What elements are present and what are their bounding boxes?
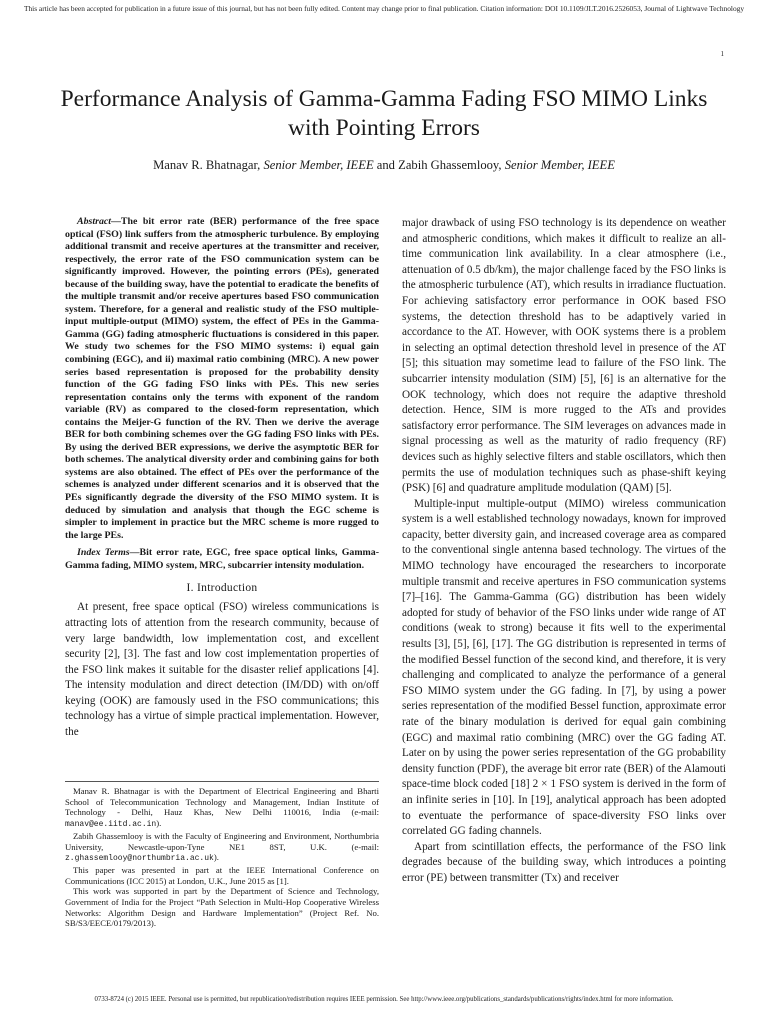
email-author-1: manav@ee.iitd.ac.in — [65, 820, 157, 830]
intro-paragraph-2: major drawback of using FSO technology is its dependence on weather and atmospheric conditions, which makes it difficult to realize an all-time communication link availability. In a clear atmosphere (i.e., attenuation of 0.5 db/km), the major challenge faced by the FSO links is the atmospheric turbulence (AT), which results in irradiance fluctuation. For achieving satisfactory error performance in OOK based FSO systems, the detection threshold has to be adaptively varied in accordance to the AT. However, with OOK systems there is a problem in selecting an optimal detection threshold level in presence of the AT [5]; this situation may sometime lead to failure of the FSO link. The subcarrier intensity modulation (SIM) [5], [6] is an alternative for the OOK technology, which does not require the adaptive threshold detection. Hence, SIM is more rugged to the ATs and provides satisfactory error performance. The SIM leverages on advances made in signal processing as well as the maturity of radio frequency (RF) devices such as highly selective filters and stable oscillators, which then permits the use of modulation techniques such as phase-shift keying (PSK) [6] and quadrature amplitude modulation (QAM) [5]. — [402, 217, 726, 495]
footnote-author-2: Zabih Ghassemlooy is with the Faculty of Engineering and Environment, Northumbria University, Newcastle-upon-Tyne NE1 8ST, U.K. (e-mail: z.ghassemlooy@northumbria.ac.uk). — [65, 830, 379, 864]
right-column — [402, 216, 726, 887]
abstract-text: —The bit error rate (BER) performance of the free space optical (FSO) link suffers from the atmospheric turbulence. By employing additional transmit and receive apertures at the transmitter and receiver, respectively, the error rate of the FSO communication system can be significantly improved. However, the pointing errors (PEs), generated because of the building sway, have the potential to eradicate the benefits of the multiple transmit and/or receive apertures based FSO communication system. Therefore, for a general and realistic study of the FSO multiple-input multiple-output (MIMO) system, the effect of PEs in the Gamma-Gamma (GG) fading atmospheric fluctuations is considered in this paper. We study two schemes for the FSO MIMO systems: i) equal gain combining (EGC), and ii) maximal ratio combining (MRC). A new power series based representation is proposed for the probability density function of the GG fading FSO links with PEs. This new series representation contains only the terms with exponent of the random variable (RV) as compared to the closed-form representation, which contains the Meijer-G function of the RV. Then we derive the average BER for both combining schemes over the GG fading FSO links with PEs. By using the derived BER expressions, we derive the asymptotic BER for both schemes. The analytical diversity order and combining gains for both systems are also obtained. The effect of PEs over the performance of the schemes is analyzed under different scenarios and it is observed that the PEs significantly degrade the diversity of the FSO MIMO system. It is deduced by simulation and analysis that though the EGC scheme is simpler to implement in practice but the MRC scheme is more rugged to the large PEs. — [65, 216, 379, 541]
journal-notice: This article has been accepted for publication in a future issue of this journal, but has not been fully edited. Content may change prior to final publication. Citation information: DOI 10.1109/JLT.2016.2526053, Journal of Lightwave Technology — [23, 4, 745, 13]
author-2: Zabih Ghassemlooy, — [398, 158, 502, 172]
page-number: 1 — [720, 50, 724, 58]
abstract-label: Abstract — [77, 216, 112, 227]
paper-title: Performance Analysis of Gamma-Gamma Fading FSO MIMO Links with Pointing Errors — [60, 86, 708, 141]
footnotes — [65, 781, 379, 929]
intro-paragraph-3: Multiple-input multiple-output (MIMO) wireless communication system is a well established technology nowadays, known for improved capacity, better diversity gain, and increased coverage area as compared to the conventional single antenna based technology. The virtues of the MIMO technology have encouraged the researchers to incorporate multiple transmit and receive apertures in FSO communication systems [7]–[16]. The Gamma-Gamma (GG) distribution has been widely adopted for study of behavior of the FSO links under wide range of AT conditions (weak to strong) because it fits well to the experimental results [3], [5], [6], [17]. The GG distribution is represented in terms of the modified Bessel function of the second kind, and therefore, it is very challenging and complicated to analyze the performance of a general FSO MIMO system under the GG fading. In [7], by using a power series representation of the modified Bessel function, approximate error rate of the binary modulation is derived for equal gain combining (EGC) and maximal ratio combining (MRC) over the GG fading AT. Later on by using the power series representation of the GG probability density function (PDF), the average bit error rate (BER) of the Alamouti space-time block coded [18] 2 × 1 FSO system is derived in the form of an infinite series in [10]. In [19], analytical approach has been adopted to eventuate the performance of space-diversity FSO links over correlated GG fading channels. — [402, 497, 726, 838]
section-heading-introduction: I. Introduction — [186, 582, 258, 595]
copyright-notice: 0733-8724 (c) 2015 IEEE. Personal use is permitted, but republication/redistribution requires IEEE permission. See http://www.ieee.org/publications_standards/publications/rights/index.html for more information. — [94, 996, 674, 1003]
index-terms — [65, 547, 379, 572]
author-1-role: Senior Member, IEEE — [263, 158, 374, 172]
footnote-conference: This paper was presented in part at the IEEE International Conference on Communications (ICC 2015) at London, U.K., June 2015 as [1]. — [65, 864, 379, 886]
left-column — [65, 216, 379, 741]
author-2-role: Senior Member, IEEE — [504, 158, 615, 172]
author-1: Manav R. Bhatnagar, — [153, 158, 261, 172]
intro-paragraph-1: At present, free space optical (FSO) wireless communications is attracting lots of attention from the research community, because of very large bandwidth, low implementation cost, and excellent security [2], [3]. The fast and low cost implementation properties of the FSO link makes it suitable for the disaster relief applications [4]. The intensity modulation and direct detection (IM/DD) with on/off keying (OOK) are famously used in the FSO communications; this technology has a virtue of simple practical implementation. However, the — [65, 601, 379, 739]
footnote-funding: This work was supported in part by the Department of Science and Technology, Government of India for the Project “Path Selection in Multi-Hop Cooperative Wireless Networks: Algorithm Design and Hardware Implementation” (Project Ref. No. SB/S3/EECE/0179/2013). — [65, 886, 379, 929]
abstract — [65, 216, 379, 542]
index-terms-text: —Bit error rate, EGC, free space optical links, Gamma-Gamma fading, MIMO system, MRC, subcarrier intensity modulation. — [65, 547, 379, 571]
author-and: and — [376, 158, 395, 172]
footnote-author-1: Manav R. Bhatnagar is with the Department of Electrical Engineering and Bharti School of Telecommunication Technology and Management, Indian Institute of Technology - Delhi, Hauz Khas, New Delhi 110016, India (e-mail: manav@ee.iitd.ac.in). — [65, 786, 379, 830]
email-author-2: z.ghassemlooy@northumbria.ac.uk — [65, 854, 214, 864]
index-terms-label: Index Terms — [77, 547, 130, 559]
author-line — [40, 158, 728, 173]
intro-paragraph-4: Apart from scintillation effects, the performance of the FSO link degrades because of the building sway, which introduces a pointing error (PE) between transmitter (Tx) and receiver — [402, 840, 726, 884]
